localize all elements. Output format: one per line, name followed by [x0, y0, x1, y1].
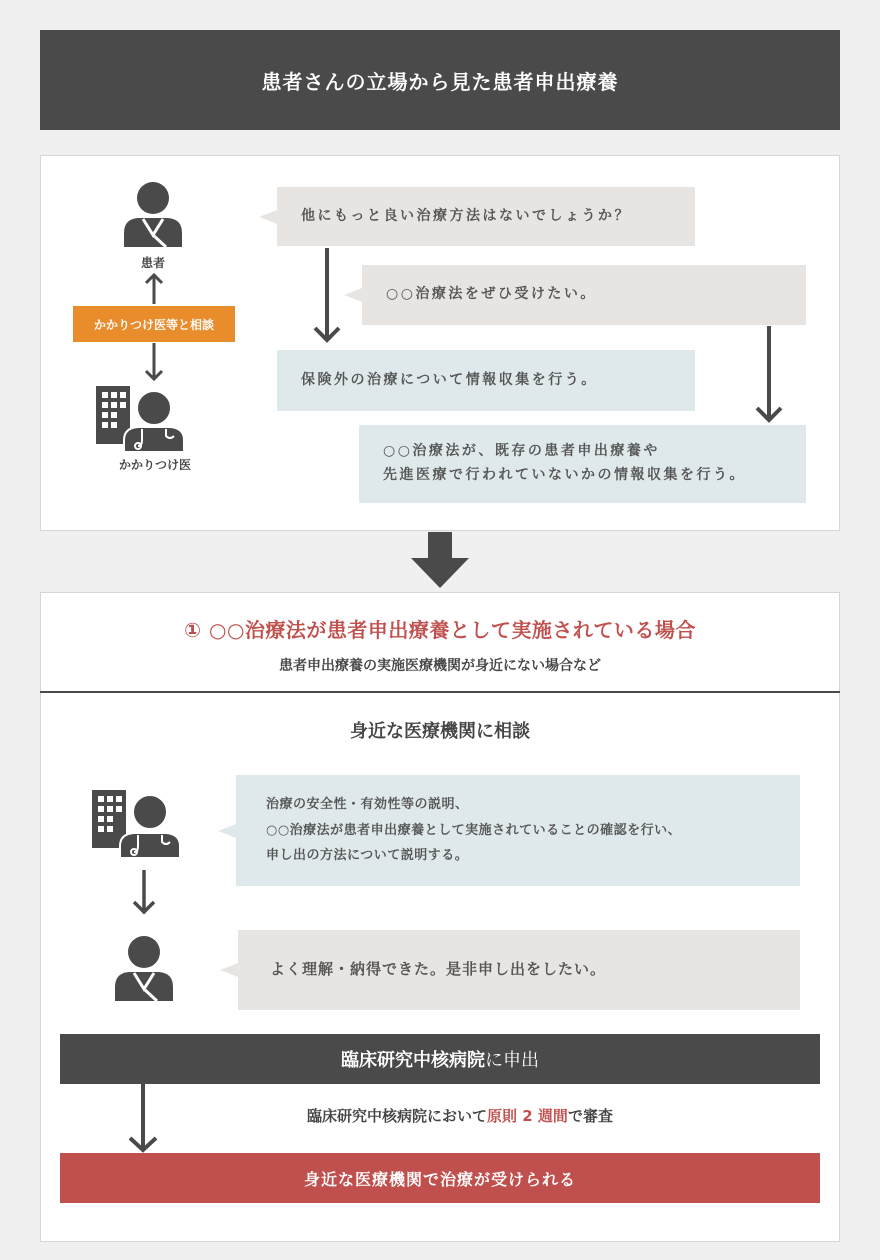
divider — [40, 691, 840, 693]
case-subtitle: 患者申出療養の実施医療機関が身近にない場合など — [279, 658, 601, 674]
review-text-after: で審査 — [567, 1107, 613, 1125]
bubble-text-line: 先進医療で行われていないかの情報収集を行う。 — [383, 467, 746, 483]
bubble-text-line: ○○治療法が患者申出療養として実施されていることの確認を行い、 — [266, 822, 682, 838]
patient-question-bubble — [277, 187, 695, 246]
consult-badge: かかりつけ医等と相談 — [73, 306, 235, 342]
doctor-check-bubble — [359, 425, 806, 503]
case-panel — [40, 592, 840, 1242]
patient-label: 患者 — [140, 256, 165, 270]
doctor-label: かかりつけ医 — [118, 458, 191, 472]
review-period: 原則 2 週間 — [487, 1107, 568, 1125]
patient-reply-bubble — [238, 930, 800, 1010]
bubble-text: 保険外の治療について情報収集を行う。 — [301, 371, 598, 388]
arrow-down-icon — [128, 1084, 158, 1154]
bubble-text: 他にもっと良い治療方法はないでしょうか？ — [301, 207, 631, 224]
flow-arrow-down-icon — [755, 326, 783, 424]
bubble-text-line: 治療の安全性・有効性等の説明、 — [266, 797, 469, 813]
doctor-hospital-icon — [94, 384, 186, 452]
submit-bar — [60, 1034, 820, 1084]
doctor-explanation-bubble — [236, 775, 800, 886]
section-title: 身近な医療機関に相談 — [350, 721, 530, 742]
flow-arrow-down-icon — [313, 248, 341, 344]
doctor-hospital-icon — [90, 788, 182, 858]
case-title: ① ○○治療法が患者申出療養として実施されている場合 — [184, 618, 696, 642]
page-title: 患者さんの立場から見た患者申出療養 — [40, 30, 840, 130]
patient-icon — [113, 935, 175, 1001]
arrow-up-icon — [144, 272, 164, 304]
bubble-text: よく理解・納得できた。是非申し出をしたい。 — [270, 960, 607, 979]
submit-action: に申出 — [485, 1050, 539, 1071]
review-text — [180, 1105, 740, 1126]
bubble-text: ○○治療法をぜひ受けたい。 — [386, 286, 597, 303]
patient-icon — [122, 181, 184, 247]
arrow-down-icon — [132, 870, 156, 916]
patient-wish-bubble — [362, 265, 806, 325]
result-bar: 身近な医療機関で治療が受けられる — [60, 1153, 820, 1203]
submit-target: 臨床研究中核病院 — [341, 1050, 485, 1071]
bubble-text-line: 申し出の方法について説明する。 — [266, 848, 469, 864]
big-arrow-down-icon — [411, 532, 469, 588]
arrow-down-icon — [144, 343, 164, 383]
bubble-text-line: ○○治療法が、既存の患者申出療養や — [383, 443, 660, 460]
review-text-before: 臨床研究中核病院において — [307, 1107, 488, 1125]
doctor-research-bubble — [277, 350, 695, 411]
